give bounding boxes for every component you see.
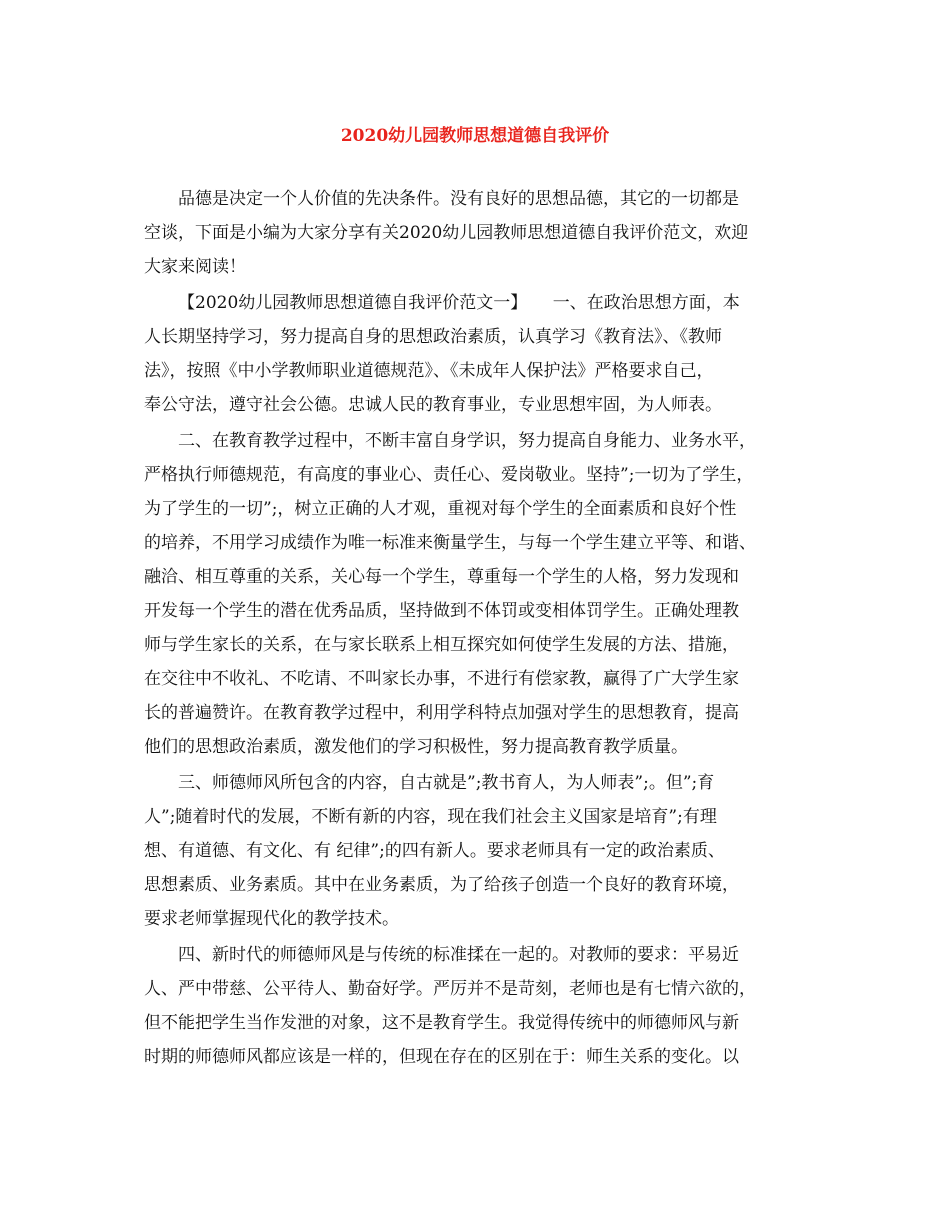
- paragraph-section-two: [144, 424, 814, 764]
- text-line: 想、有道德、有文化、有 纪律”;的四有新人。要求老师具有一定的政治素质、: [144, 841, 725, 861]
- paragraph-section-four: [144, 938, 814, 1074]
- text-line: 思想素质、业务素质。其中在业务素质，为了给孩子创造一个良好的教育环境，: [144, 875, 739, 895]
- text-line: 奉公守法，遵守社会公德。忠诚人民的教育事业，专业思想牢固，为人师表。: [144, 395, 722, 415]
- text-line: 法》，按照《中小学教师职业道德规范》、《未成年人保护法》严格要求自己，: [144, 361, 714, 381]
- text-line: 的培养，不用学习成绩作为唯一标准来衡量学生，与每一个学生建立平等、和谐、: [144, 533, 756, 553]
- text-line: 人、严中带慈、公平待人、勤奋好学。严厉并不是苛刻，老师也是有七情六欲的，: [144, 979, 756, 999]
- text-line: 四、新时代的师德师风是与传统的标准揉在一起的。对教师的要求：平易近: [178, 945, 739, 965]
- text-line: 【2020幼儿园教师思想道德自我评价范文一】 一、在政治思想方面，本: [178, 293, 740, 313]
- text-line: 融洽、相互尊重的关系，关心每一个学生，尊重每一个学生的人格，努力发现和: [144, 567, 739, 587]
- document-body: [144, 182, 814, 1074]
- text-line: 严格执行师德规范，有高度的事业心、责任心、爱岗敬业。坚持”;一切为了学生，: [144, 465, 754, 485]
- text-line: 要求老师掌握现代化的教学技术。: [144, 909, 399, 929]
- document-title: 2020幼儿园教师思想道德自我评价: [340, 126, 610, 146]
- text-line: 时期的师德师风都应该是一样的，但现在存在的区别在于：师生关系的变化。以: [144, 1047, 739, 1067]
- text-line: 二、在教育教学过程中，不断丰富自身学识，努力提高自身能力、业务水平，: [178, 431, 756, 451]
- text-line: 长的普遍赞许。在教育教学过程中，利用学科特点加强对学生的思想教育，提高: [144, 703, 739, 723]
- text-line: 在交往中不收礼、不吃请、不叫家长办事，不进行有偿家教，赢得了广大学生家: [144, 669, 739, 689]
- text-line: 三、师德师风所包含的内容，自古就是”;教书育人，为人师表”;。但”;育: [178, 773, 715, 793]
- text-line: 品德是决定一个人价值的先决条件。没有良好的思想品德，其它的一切都是: [178, 189, 739, 209]
- text-line: 人长期坚持学习，努力提高自身的思想政治素质，认真学习《教育法》、《教师: [144, 327, 722, 347]
- text-line: 为了学生的一切”;，树立正确的人才观，重视对每个学生的全面素质和良好个性: [144, 499, 737, 519]
- text-line: 人”;随着时代的发展，不断有新的内容，现在我们社会主义国家是培育”;有理: [144, 807, 717, 827]
- paragraph-section-one: [144, 286, 814, 422]
- text-line: 开发每一个学生的潜在优秀品质，坚持做到不体罚或变相体罚学生。正确处理教: [144, 601, 739, 621]
- text-line: 大家来阅读！: [144, 257, 246, 277]
- text-line: 师与学生家长的关系，在与家长联系上相互探究如何使学生发展的方法、措施，: [144, 635, 739, 655]
- text-line: 空谈，下面是小编为大家分享有关2020幼儿园教师思想道德自我评价范文，欢迎: [144, 223, 749, 243]
- paragraph-section-three: [144, 766, 814, 936]
- text-line: 但不能把学生当作发泄的对象，这不是教育学生。我觉得传统中的师德师风与新: [144, 1013, 739, 1033]
- text-line: 他们的思想政治素质，激发他们的学习积极性，努力提高教育教学质量。: [144, 737, 688, 757]
- paragraph-intro: [144, 182, 814, 284]
